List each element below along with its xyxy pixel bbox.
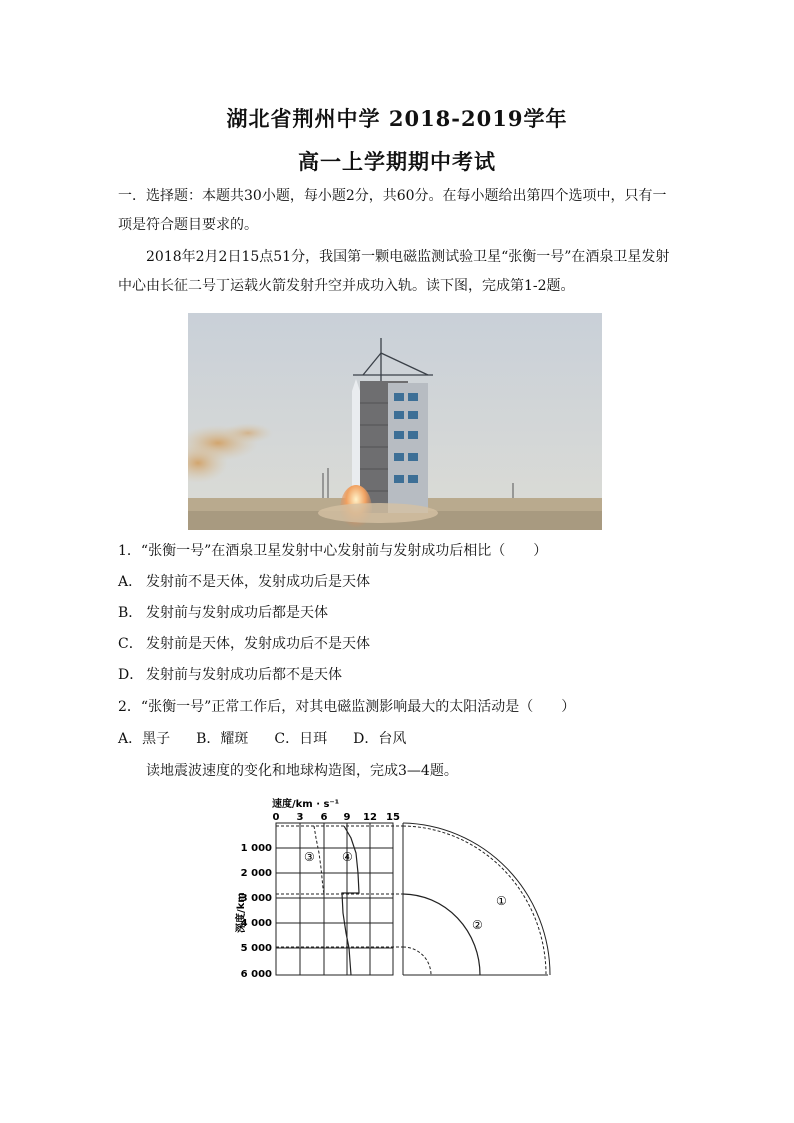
option-text: 发射前不是天体，发射成功后是天体: [146, 574, 370, 590]
question-2-stem: 2．“张衡一号”正常工作后，对其电磁监测影响最大的太阳活动是（ ）: [118, 699, 576, 715]
y-tick: 2 000: [240, 868, 272, 879]
rocket-launch-photo: [188, 313, 602, 530]
x-tick: 0: [272, 812, 280, 823]
option-label: D．: [353, 731, 379, 747]
label-3: ③: [304, 850, 315, 864]
y-tick: 5 000: [240, 943, 272, 954]
option-text: 发射前与发射成功后都不是天体: [146, 667, 342, 683]
y-tick: 1 000: [240, 843, 272, 854]
option-label: C．: [118, 636, 143, 652]
question-2-options: [118, 728, 406, 748]
question-1-option-d: [118, 664, 342, 684]
label-1: ①: [496, 894, 507, 908]
x-tick: 12: [363, 812, 377, 823]
x-tick: 6: [320, 812, 328, 823]
question-1-option-b: [118, 602, 328, 622]
y-tick: 3 000: [240, 893, 272, 904]
label-2: ②: [472, 918, 483, 932]
option-label: C．: [274, 731, 300, 747]
x-axis-title: 速度/km · s⁻¹: [272, 799, 340, 810]
option-text: 台风: [378, 731, 407, 747]
exam-title-line2: 高一上学期期中考试: [298, 149, 496, 174]
option-label: B．: [118, 605, 143, 621]
exam-title-line1: 湖北省荆州中学 2018-2019学年: [226, 106, 568, 131]
question-1-stem: 1．“张衡一号”在酒泉卫星发射中心发射前与发射成功后相比（ ）: [118, 543, 548, 559]
seismic-wave-diagram: [228, 793, 558, 983]
x-tick: 9: [343, 812, 351, 823]
question-intro-3-4: 读地震波速度的变化和地球构造图，完成3—4题。: [146, 763, 458, 779]
x-tick: 3: [296, 812, 304, 823]
option-text: 发射前与发射成功后都是天体: [146, 605, 328, 621]
question-intro-1-2: 2018年2月2日15点51分，我国第一颗电磁监测试验卫星“张衡一号”在酒泉卫星发射中心由长征二号丁运载火箭发射升空并成功入轨。读下图，完成第1-2题。: [118, 249, 670, 294]
option-label: D．: [118, 667, 144, 683]
question-1-option-c: [118, 633, 370, 653]
label-4: ④: [342, 850, 353, 864]
x-tick: 15: [386, 812, 400, 823]
option-label: B．: [196, 731, 221, 747]
option-text: 耀斑: [220, 731, 249, 747]
option-text: 发射前是天体，发射成功后不是天体: [146, 636, 370, 652]
y-axis-title: 深度/km: [236, 892, 247, 933]
y-tick: 6 000: [240, 969, 272, 980]
section-instruction: 一．选择题：本题共30小题，每小题2分，共60分。在每小题给出第四个选项中，只有一项是符合题目要求的。: [118, 188, 667, 233]
y-tick: 4 000: [240, 918, 272, 929]
option-label: A．: [118, 731, 143, 747]
question-1-option-a: [118, 571, 370, 591]
option-text: 黑子: [142, 731, 171, 747]
option-label: A．: [118, 574, 143, 590]
option-text: 日珥: [299, 731, 328, 747]
